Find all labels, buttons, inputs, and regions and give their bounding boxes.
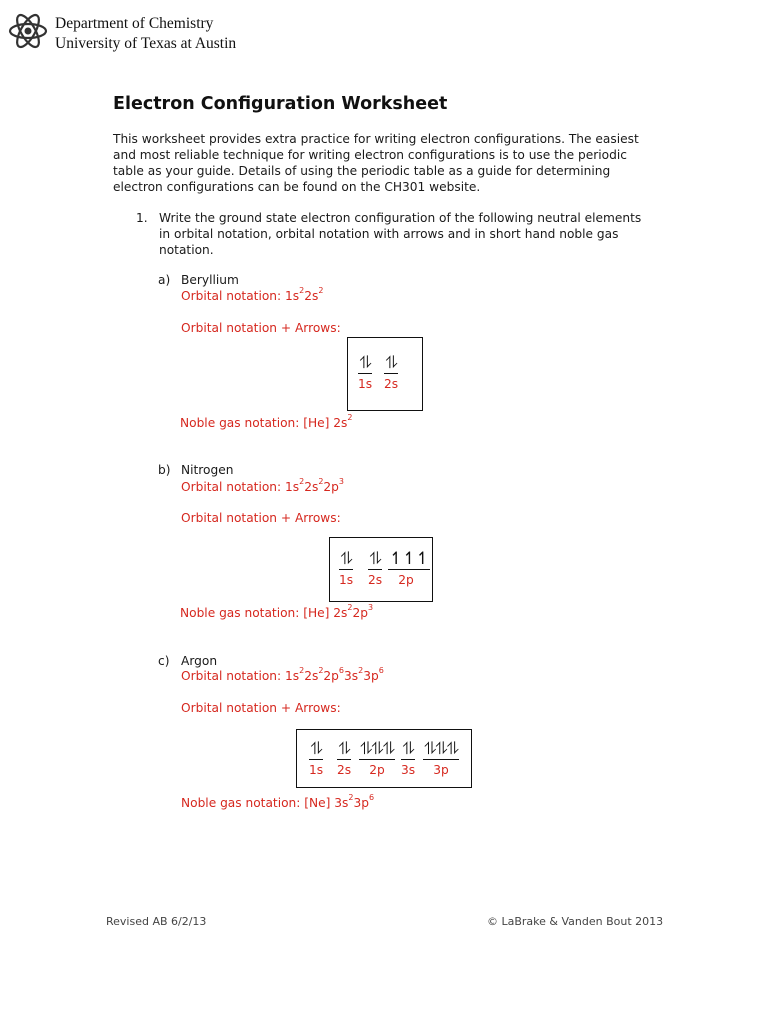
- department-name: Department of Chemistry: [55, 15, 214, 32]
- part-c-letter: c): [158, 654, 170, 668]
- part-c-noble-gas-notation: Noble gas notation: [Ne] $3s^23p^6$: [181, 793, 375, 810]
- intro-paragraph: This worksheet provides extra practice for writing electron configurations. The easiest and most reliable technique for writing electron configurations is to use the periodic table as your guide. Details of using the periodic table as a guide for determining electron configurations can be found on the CH301 website.: [113, 132, 639, 194]
- part-b-element: Nitrogen: [181, 463, 234, 477]
- footer-copyright: © LaBrake & Vanden Bout 2013: [487, 915, 664, 928]
- part-c-orbital-1s: ⥮ 1s: [308, 739, 324, 777]
- footer-revision: Revised AB 6/2/13: [106, 915, 207, 928]
- part-b-orbital-1s: ⥮ 1s: [338, 549, 354, 587]
- part-a-orbital-1s: ⥮ 1s: [357, 353, 373, 391]
- part-c-arrows-label: Orbital notation + Arrows:: [181, 701, 341, 715]
- part-c-orbital-2p: ⥮⥮⥮ 2p: [359, 739, 395, 777]
- part-a-noble-gas-notation: Noble gas notation: [He] $2s^2$: [180, 413, 353, 430]
- part-b-orbital-2p: ↿↿↿ 2p: [389, 549, 429, 587]
- page-title: Electron Configuration Worksheet: [113, 94, 448, 114]
- part-a-arrows-label: Orbital notation + Arrows:: [181, 321, 341, 335]
- part-b-orbital-2s: ⥮ 2s: [367, 549, 383, 587]
- atom-logo-icon: [8, 10, 48, 52]
- part-b-noble-gas-notation: Noble gas notation: [He] $2s^22p^3$: [180, 603, 374, 620]
- part-c-orbital-2s: ⥮ 2s: [336, 739, 352, 777]
- part-c-orbital-notation: Orbital notation: $1s^22s^22p^63s^23p^6$: [181, 666, 384, 683]
- part-b-orbital-notation: Orbital notation: $1s^22s^22p^3$: [181, 477, 344, 494]
- part-b-letter: b): [158, 463, 171, 477]
- part-a-orbital-2s: ⥮ 2s: [383, 353, 399, 391]
- university-name: University of Texas at Austin: [55, 35, 237, 52]
- part-c-element: Argon: [181, 654, 218, 668]
- part-c-orbital-3s: ⥮ 3s: [400, 739, 416, 777]
- part-b-arrows-label: Orbital notation + Arrows:: [181, 511, 341, 525]
- question-text: Write the ground state electron configuration of the following neutral elements in orbital notation, orbital notation with arrows and in short hand noble gas notation.: [159, 211, 642, 257]
- part-a-letter: a): [158, 273, 171, 287]
- question-number: 1.: [136, 211, 148, 225]
- part-a-orbital-notation: Orbital notation: $1s^22s^2$: [181, 286, 324, 303]
- part-a-element: Beryllium: [181, 273, 239, 287]
- part-c-orbital-3p: ⥮⥮⥮ 3p: [423, 739, 459, 777]
